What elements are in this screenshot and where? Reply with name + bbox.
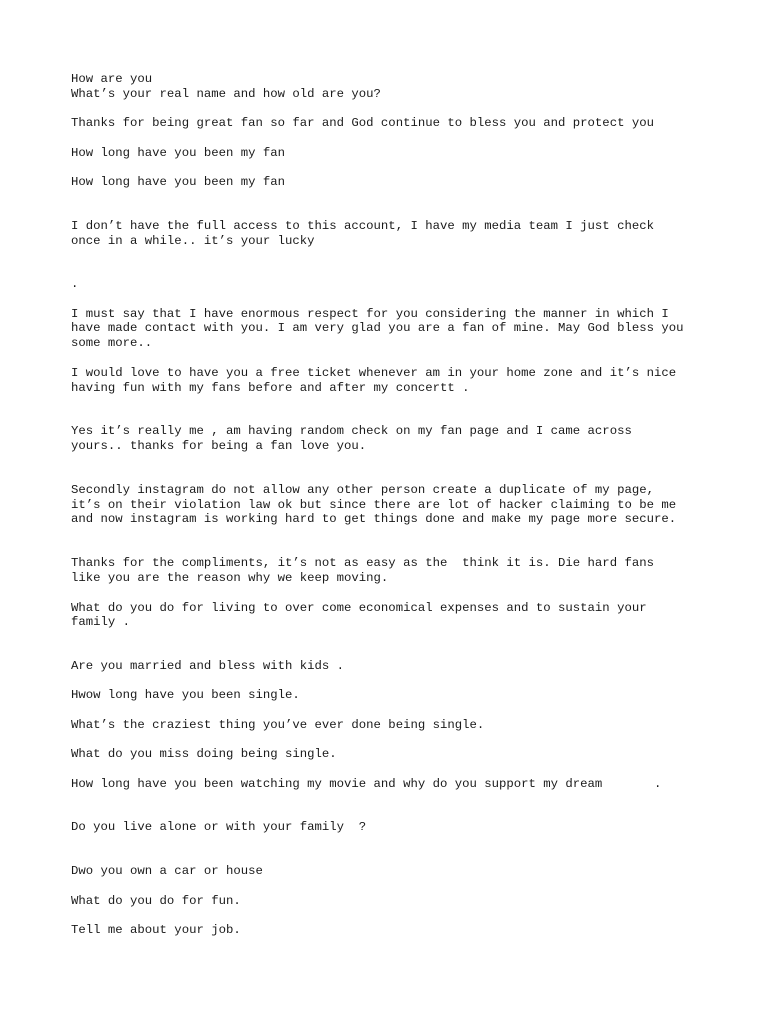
text-line: Hwow long have you been single. bbox=[71, 688, 300, 702]
text-line: Secondly instagram do not allow any other person create a duplicate of my page, bbox=[71, 483, 654, 497]
text-line: having fun with my fans before and after my concertt . bbox=[71, 381, 470, 395]
text-line: I would love to have you a free ticket whenever am in your home zone and it’s nice bbox=[71, 366, 677, 380]
text-line: What’s the craziest thing you’ve ever done being single. bbox=[71, 718, 485, 732]
text-line: Thanks for being great fan so far and God continue to bless you and protect you bbox=[71, 116, 654, 130]
text-line: like you are the reason why we keep moving. bbox=[71, 571, 389, 585]
text-line: have made contact with you. I am very glad you are a fan of mine. May God bless you bbox=[71, 321, 684, 335]
text-line: I don’t have the full access to this account, I have my media team I just check bbox=[71, 219, 654, 233]
text-line: What do you do for living to over come economical expenses and to sustain your bbox=[71, 601, 647, 615]
text-line: How long have you been watching my movie and why do you support my dream . bbox=[71, 777, 662, 791]
text-line: How long have you been my fan bbox=[71, 175, 286, 189]
text-line: What do you miss doing being single. bbox=[71, 747, 337, 761]
text-line: Are you married and bless with kids . bbox=[71, 659, 345, 673]
text-line: some more.. bbox=[71, 336, 153, 350]
text-line: . bbox=[71, 277, 79, 291]
text-line: once in a while.. it’s your lucky bbox=[71, 234, 315, 248]
text-line: and now instagram is working hard to get things done and make my page more secure. bbox=[71, 512, 677, 526]
text-line: I must say that I have enormous respect for you considering the manner in which I bbox=[71, 307, 669, 321]
text-line: How long have you been my fan bbox=[71, 146, 286, 160]
text-line: family . bbox=[71, 615, 131, 629]
text-line: it’s on their violation law ok but since there are lot of hacker claiming to be me bbox=[71, 498, 677, 512]
text-line: Do you live alone or with your family ? bbox=[71, 820, 367, 834]
text-line: How are you bbox=[71, 72, 153, 86]
text-line: Tell me about your job. bbox=[71, 923, 241, 937]
text-line: What’s your real name and how old are you? bbox=[71, 87, 381, 101]
text-line: yours.. thanks for being a fan love you. bbox=[71, 439, 367, 453]
text-line: Yes it’s really me , am having random check on my fan page and I came across bbox=[71, 424, 632, 438]
text-line: Thanks for the compliments, it’s not as easy as the think it is. Die hard fans bbox=[71, 556, 654, 570]
text-line: Dwo you own a car or house bbox=[71, 864, 263, 878]
text-line: What do you do for fun. bbox=[71, 894, 241, 908]
